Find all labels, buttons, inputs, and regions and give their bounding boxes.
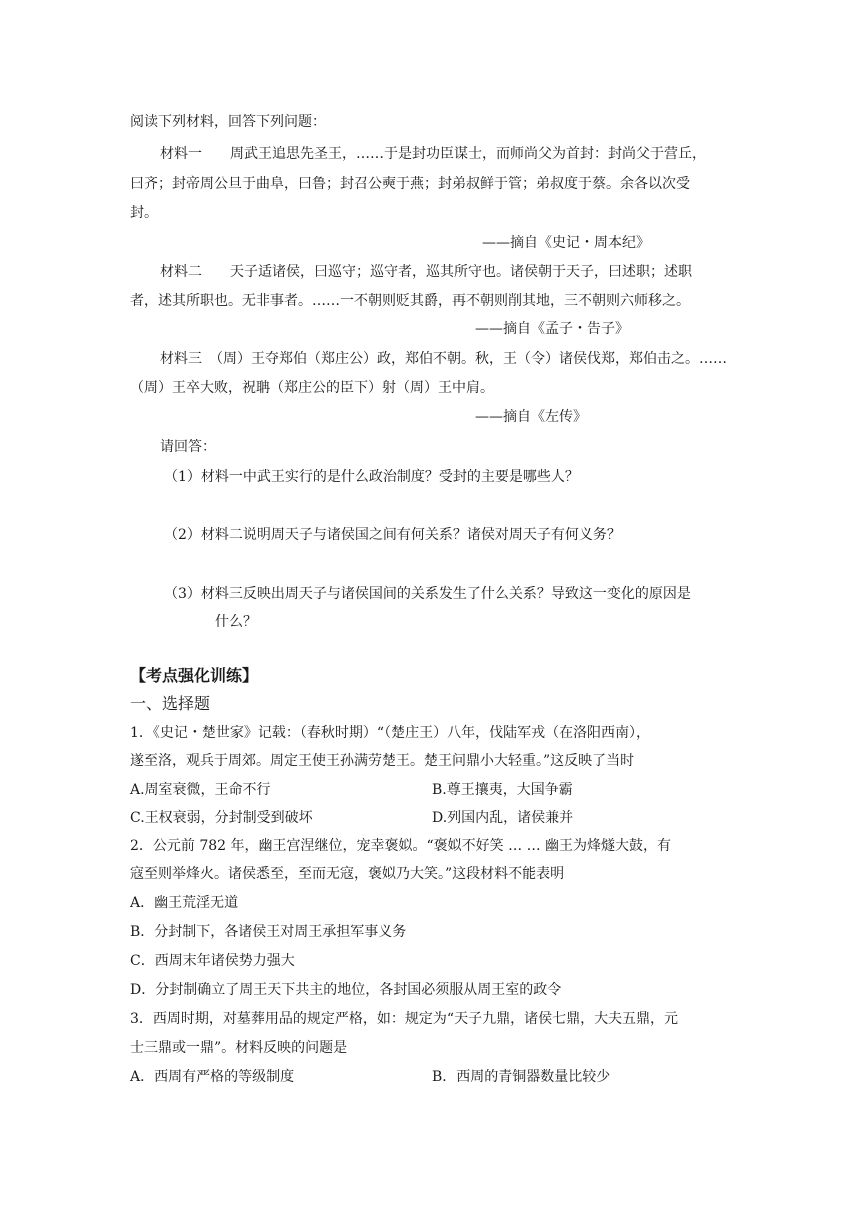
material-one-line-1: 材料一 周武王追思先圣王，……于是封功臣谋士，而师尚父为首封：封尚父于营丘， bbox=[160, 146, 706, 162]
material-three-line-2: （周）王卒大败，祝聃（郑庄公的臣下）射（周）王中肩。 bbox=[130, 380, 494, 396]
material-two-source: ——摘自《孟子・告子》 bbox=[475, 321, 629, 337]
material-two-line-2: 者，述其所职也。无非事者。……一不朝则贬其爵，再不朝则削其地，三不朝则六师移之。 bbox=[130, 293, 690, 309]
item-2-line-1: 2．公元前 782 年，幽王宫涅继位，宠幸褒姒。“褒姒不好笑 … … 幽王为烽燧大鼓，有 bbox=[130, 838, 672, 854]
item-3-option-b: B．西周的青铜器数量比较少 bbox=[432, 1069, 611, 1085]
item-2-option-c: C．西周末年诸侯势力强大 bbox=[130, 953, 295, 969]
item-1-option-d: D.列国内乱，诸侯兼并 bbox=[432, 810, 574, 826]
item-3-line-2: 士三鼎或一鼎”。材料反映的问题是 bbox=[130, 1040, 348, 1056]
question-1: （1）材料一中武王实行的是什么政治制度？受封的主要是哪些人？ bbox=[164, 469, 579, 485]
item-1-line-2: 遂至洛，观兵于周郊。周定王使王孙满劳楚王。楚王问鼎小大轻重。”这反映了当时 bbox=[130, 753, 635, 769]
question-3-line-2: 什么？ bbox=[215, 614, 257, 630]
material-two-line-1: 材料二 天子适诸侯，曰巡守；巡守者，巡其所守也。诸侯朝于天子，曰述职；述职 bbox=[160, 264, 692, 280]
section-title: 【考点强化训练】 bbox=[130, 666, 259, 685]
item-1-option-a: A.周室衰微，王命不行 bbox=[130, 782, 271, 798]
ask-label: 请回答： bbox=[160, 439, 216, 455]
item-3-option-a: A．西周有严格的等级制度 bbox=[130, 1069, 295, 1085]
item-2-line-2: 寇至则举烽火。诸侯悉至，至而无寇，褒姒乃大笑。”这段材料不能表明 bbox=[130, 866, 565, 882]
material-one-source: ——摘自《史记・周本纪》 bbox=[482, 235, 650, 251]
material-three-source: ——摘自《左传》 bbox=[475, 409, 587, 425]
question-2: （2）材料二说明周天子与诸侯国之间有何关系？诸侯对周天子有何义务？ bbox=[164, 527, 621, 543]
item-1-option-c: C.王权衰弱，分封制受到破坏 bbox=[130, 810, 313, 826]
item-2-option-d: D．分封制确立了周王天下共主的地位，各封国必须服从周王室的政令 bbox=[130, 982, 562, 998]
item-1-option-b: B.尊王攘夷，大国争霸 bbox=[432, 782, 573, 798]
item-3-line-1: 3．西周时期，对墓葬用品的规定严格，如：规定为“天子九鼎，诸侯七鼎，大夫五鼎，元 bbox=[130, 1011, 679, 1027]
material-three-line-1: 材料三 （周）王夺郑伯（郑庄公）政，郑伯不朝。秋，王（令）诸侯伐郑，郑伯击之。…… bbox=[160, 351, 727, 367]
item-1-line-1: 1．《史记・楚世家》记载：（春秋时期）“（楚庄王）八年，伐陆军戎（在洛阳西南）， bbox=[130, 725, 651, 741]
question-3-line-1: （3）材料三反映出周天子与诸侯国间的关系发生了什么关系？导致这一变化的原因是 bbox=[164, 586, 691, 602]
item-2-option-b: B．分封制下，各诸侯王对周王承担军事义务 bbox=[130, 924, 407, 940]
material-one-line-2: 曰齐；封帝周公旦于曲阜，曰鲁；封召公奭于燕；封弟叔鲜于管；弟叔度于蔡。余各以次受 bbox=[130, 176, 690, 192]
material-one-line-3: 封。 bbox=[130, 205, 158, 221]
section-subtitle: 一、选择题 bbox=[130, 694, 211, 713]
item-2-option-a: A．幽王荒淫无道 bbox=[130, 895, 239, 911]
intro-text: 阅读下列材料，回答下列问题： bbox=[130, 114, 326, 130]
